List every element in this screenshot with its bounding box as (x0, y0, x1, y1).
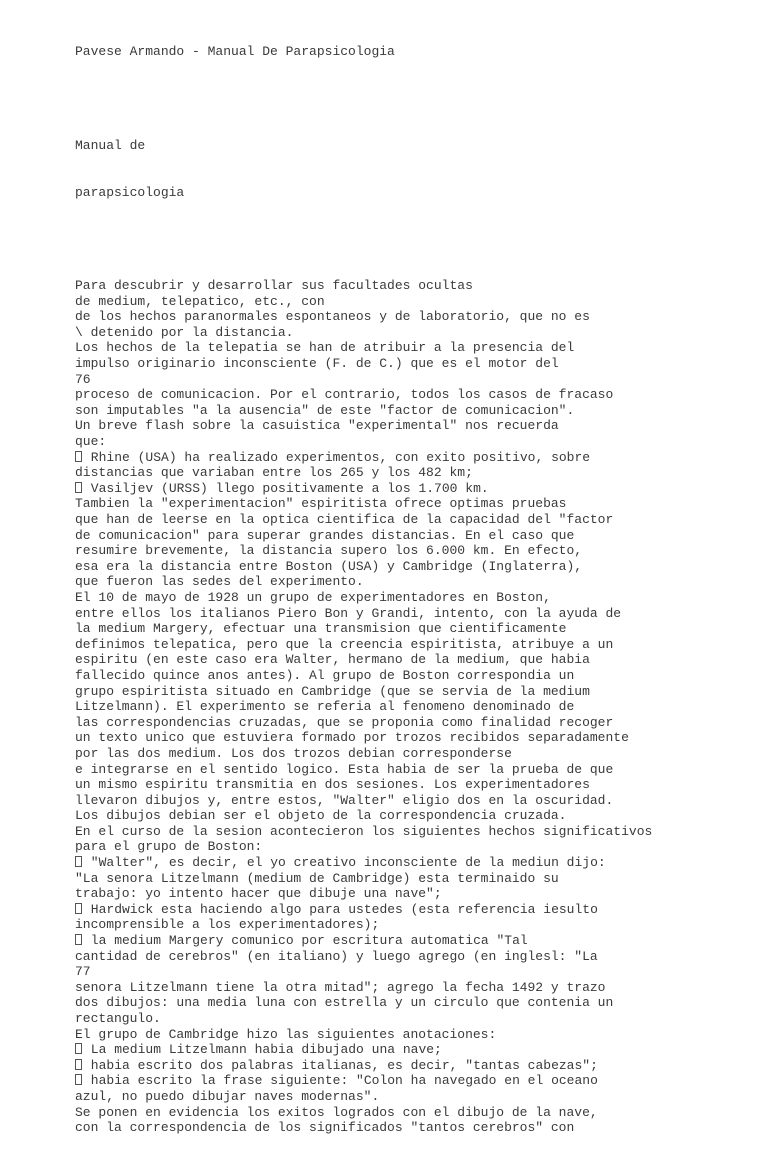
bullet-item-continuation: cantidad de cerebros" (en italiano) y luego agrego (en inglesl: "La (75, 948, 598, 964)
bullet-item-line (75, 1058, 755, 1074)
text-line: que: (75, 434, 107, 450)
text-line: que han de leerse en la optica cientifica de la capacidad del "factor (75, 512, 614, 527)
text-line: Para descubrir y desarrollar sus facultades ocultas (75, 278, 473, 294)
bullet-item-continuation: distancias que variaban entre los 265 y los 482 km; (75, 465, 473, 481)
text-line: de comunicacion" para superar grandes distancias. En el caso que (75, 527, 575, 543)
bullet-item-text: "Walter", es decir, el yo creativo inconsciente de la mediun dijo: (83, 855, 606, 871)
bullet-item-line (75, 933, 755, 949)
title-line: Manual de (75, 137, 146, 153)
missing-glyph-bullet-icon (75, 1059, 82, 1070)
text-line: fallecido quince anos antes). Al grupo de Boston correspondia un (75, 667, 575, 683)
text-line: esa era la distancia entre Boston (USA) y Cambridge (Inglaterra), (75, 558, 583, 574)
bullet-item-continuation: incomprensible a los experimentadores); (75, 917, 380, 933)
text-line: espiritu (en este caso era Walter, hermano de la medium, que habia (75, 652, 590, 668)
missing-glyph-bullet-icon (75, 856, 82, 867)
text-line: \ detenido por la distancia. (75, 324, 294, 340)
text-line: resumire brevemente, la distancia supero los 6.000 km. En efecto, (75, 543, 583, 559)
text-line: un texto unico que estuviera formado por trozos recibidos separadamente (75, 730, 629, 746)
bullet-item-text: habia escrito la frase siguiente: "Colon ha navegado en el oceano (83, 1073, 598, 1089)
blank-line (75, 231, 755, 247)
text-line: Se ponen en evidencia los exitos logrados con el dibujo de la nave, (75, 1104, 598, 1120)
text-line: la medium Margery, efectuar una transmision que cientificamente (75, 621, 567, 637)
text-line: e integrarse en el sentido logico. Esta habia de ser la prueba de que (75, 761, 614, 777)
missing-glyph-bullet-icon (75, 451, 82, 462)
text-line: de medium, telepatico, etc., con (75, 293, 325, 309)
text-line: un mismo espiritu transmitia en dos sesiones. Los experimentadores (75, 777, 590, 793)
bullet-item-text: la medium Margery comunico por escritura automatica "Tal (83, 933, 528, 949)
missing-glyph-bullet-icon (75, 482, 82, 493)
missing-glyph-bullet-icon (75, 1043, 82, 1054)
text-line: por las dos medium. Los dos trozos debian corresponderse (75, 745, 512, 761)
text-line: de los hechos paranormales espontaneos y de laboratorio, que no es (75, 309, 590, 325)
title-line: parapsicologia (75, 184, 185, 200)
bullet-item-continuation: azul, no puedo dibujar naves modernas". (75, 1088, 380, 1104)
bullet-item-continuation: trabajo: yo intento hacer que dibuje una nave"; (75, 886, 442, 902)
bullet-item-text: Rhine (USA) ha realizado experimentos, con exito positivo, sobre (83, 449, 591, 465)
missing-glyph-bullet-icon (75, 903, 82, 914)
text-line: Los dibujos debian ser el objeto de la correspondencia cruzada. (75, 808, 567, 824)
text-line: proceso de comunicacion. Por el contrario, todos los casos de fracaso (75, 387, 614, 403)
text-line: Un breve flash sobre la casuistica "experimental" nos recuerda (75, 418, 559, 434)
text-line: llevaron dibujos y, entre estos, "Walter" eligio dos en la oscuridad. (75, 792, 614, 808)
document-page (75, 13, 755, 1151)
bullet-item-text: La medium Litzelmann habia dibujado una nave; (83, 1042, 442, 1058)
bullet-item-continuation: rectangulo. (75, 1011, 161, 1026)
bullet-item-line (75, 855, 755, 871)
missing-glyph-bullet-icon (75, 1074, 82, 1085)
text-line: son imputables "a la ausencia" de este "factor de comunicacion". (75, 402, 575, 418)
bullet-item-continuation: senora Litzelmann tiene la otra mitad"; agrego la fecha 1492 y trazo (75, 979, 606, 995)
bullet-item-line (75, 1073, 755, 1089)
bullet-item-text: Vasiljev (URSS) llego positivamente a los 1.700 km. (83, 480, 489, 496)
text-line: definimos telepatica, pero que la creencia espiritista, atribuye a un (75, 636, 614, 652)
bullet-item-line (75, 481, 755, 497)
text-line: grupo espiritista situado en Cambridge (que se servia de la medium (75, 683, 590, 699)
missing-glyph-bullet-icon (75, 934, 82, 945)
bullet-item-continuation: "La senora Litzelmann (medium de Cambridge) esta terminaido su (75, 870, 559, 886)
bullet-item-text: Hardwick esta haciendo algo para ustedes (esta referencia iesulto (83, 901, 598, 917)
text-line: las correspondencias cruzadas, que se proponia como finalidad recoger (75, 714, 614, 730)
text-line: Litzelmann). El experimento se referia al fenomeno denominado de (75, 699, 575, 715)
bullet-item-continuation: dos dibujos: una media luna con estrella y un circulo que contenia un (75, 995, 614, 1011)
text-line: para el grupo de Boston: (75, 839, 263, 855)
text-line: con la correspondencia de los significados "tantos cerebros" con (75, 1120, 575, 1136)
text-line: impulso originario inconsciente (F. de C.) que es el motor del (75, 356, 559, 372)
text-line: Los hechos de la telepatia se han de atribuir a la presencia del (75, 340, 575, 356)
text-line: El grupo de Cambridge hizo las siguientes anotaciones: (75, 1026, 497, 1042)
bullet-item-text: habia escrito dos palabras italianas, es decir, "tantas cabezas"; (83, 1057, 598, 1073)
bullet-item-line (75, 1042, 755, 1058)
document-header: Pavese Armando - Manual De Parapsicologia (75, 44, 395, 60)
text-line: En el curso de la sesion acontecieron los siguientes hechos significativos (75, 823, 653, 839)
text-line: que fueron las sedes del experimento. (75, 574, 364, 590)
body-text (75, 278, 755, 1136)
bullet-item-line (75, 902, 755, 918)
text-line: El 10 de mayo de 1928 un grupo de experimentadores en Boston, (75, 589, 551, 605)
text-line: entre ellos los italianos Piero Bon y Grandi, intento, con la ayuda de (75, 605, 622, 621)
blank-line (75, 91, 755, 107)
bullet-item-continuation: 77 (75, 964, 91, 980)
text-line: Tambien la "experimentacion" espiritista ofrece optimas pruebas (75, 496, 567, 512)
text-line: 76 (75, 371, 91, 387)
bullet-item-line (75, 450, 755, 466)
